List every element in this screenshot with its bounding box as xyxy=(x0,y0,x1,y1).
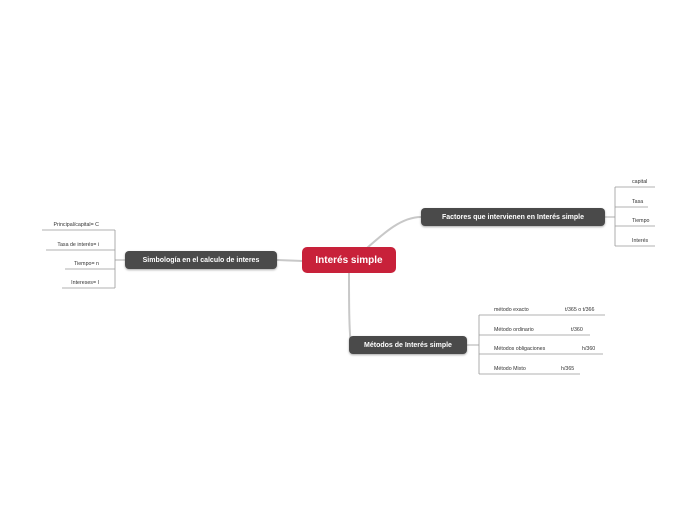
central-topic[interactable] xyxy=(302,247,396,273)
leaf-metodo-mixto-value: h/365 xyxy=(561,366,575,372)
leaf-tiempo[interactable]: Tiempo xyxy=(632,218,650,224)
leaf-intereses[interactable]: Intereses= I xyxy=(71,280,99,286)
central-topic-label: Interés simple xyxy=(315,254,383,266)
branch-metodos[interactable] xyxy=(349,336,467,354)
branch-factores[interactable] xyxy=(421,208,605,226)
connector-simbologia xyxy=(277,260,303,261)
leaf-tiempo-n[interactable]: Tiempo= n xyxy=(74,261,99,267)
branch-metodos-label: Métodos de Interés simple xyxy=(364,341,452,349)
branch-factores-label: Factores que intervienen en Interés simple xyxy=(442,213,584,221)
leaf-tasa-interes[interactable]: Tasa de interés= i xyxy=(57,242,99,248)
leaf-metodo-mixto[interactable]: Método Mixto xyxy=(494,366,526,372)
leaf-capital[interactable]: capital xyxy=(632,179,648,185)
branch-simbologia[interactable] xyxy=(125,251,277,269)
connector-metodos xyxy=(349,272,351,345)
leaf-metodos-obligaciones-value: h/360 xyxy=(582,346,596,352)
leaf-metodos-obligaciones[interactable]: Métodos obligaciones xyxy=(494,346,546,352)
leaf-tasa[interactable]: Tasa xyxy=(632,199,644,205)
metodos-leaf-lines xyxy=(467,315,605,374)
leaf-principal[interactable]: Principal/capital= C xyxy=(53,222,99,228)
leaf-metodo-exacto-value: t/365 o t/366 xyxy=(565,307,595,313)
branch-simbologia-label: Simbología en el calculo de interes xyxy=(142,256,260,264)
leaf-interes[interactable]: Interés xyxy=(632,238,649,244)
leaf-metodo-ordinario[interactable]: Método ordinario xyxy=(494,327,534,333)
leaf-metodo-exacto[interactable]: método exacto xyxy=(494,307,529,313)
leaf-metodo-ordinario-value: t/360 xyxy=(571,327,583,333)
connector-factores xyxy=(367,217,421,248)
